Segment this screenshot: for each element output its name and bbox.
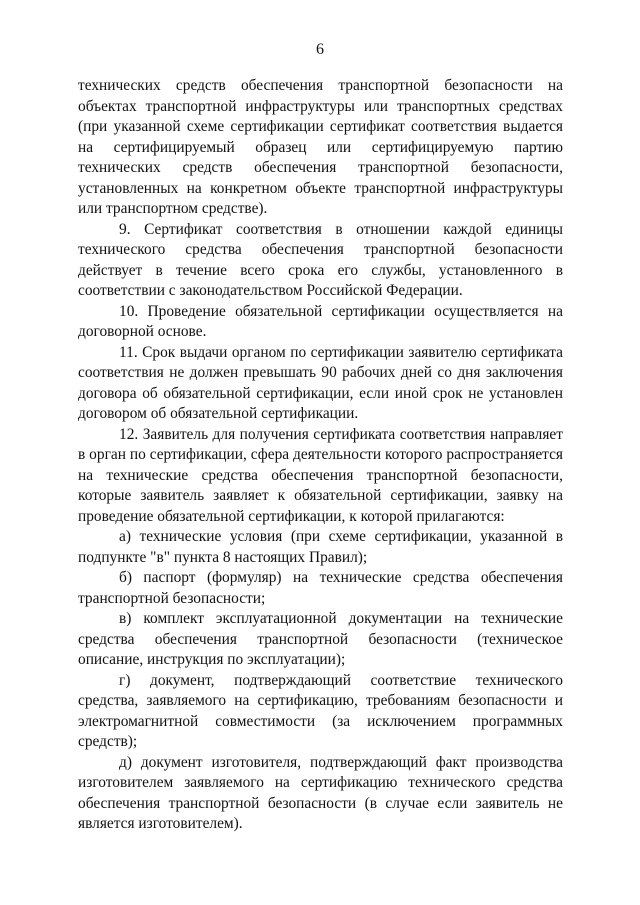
paragraph-item-9: 9. Сертификат соответствия в отношении каждой единицы технического средства обеспечения транспортной безопасности действует в течение всего срока его службы, установленного в соответствии с законодательством Российской Федерации. bbox=[78, 220, 563, 299]
subitem-g: г) документ, подтверждающий соответствие технического средства, заявляемого на сертификацию, требованиям безопасности и электромагнитной совместимости (за исключением программных средств); bbox=[78, 671, 563, 750]
subitem-b: б) паспорт (формуляр) на технические средства обеспечения транспортной безопасности; bbox=[78, 569, 563, 607]
subitem-d: д) документ изготовителя, подтверждающий факт производства изготовителем заявляемого на сертификацию технического средства обеспечения транспортной безопасности (в случае если заявитель не является изготовителем). bbox=[78, 753, 563, 832]
paragraph-item-11: 11. Срок выдачи органом по сертификации заявителю сертификата соответствия не должен превышать 90 рабочих дней со дня заключения договора об обязательной сертификации, если иной срок не установлен договором об обязательной сертификации. bbox=[78, 343, 563, 422]
document-body bbox=[78, 76, 563, 835]
subitem-a: а) технические условия (при схеме сертификации, указанной в подпункте "в" пункта 8 настоящих Правил); bbox=[78, 528, 563, 566]
page-number: 6 bbox=[316, 41, 324, 58]
paragraph-item-12: 12. Заявитель для получения сертификата соответствия направляет в орган по сертификации, сфера деятельности которого распространяется на технические средства обеспечения транспортной безопасности, которые заявитель заявляет к обязательной сертификации, заявку на проведение обязательной сертификации, к которой прилагаются: bbox=[78, 425, 563, 525]
paragraph-continuation: технических средств обеспечения транспортной безопасности на объектах транспортной инфраструктуры или транспортных средствах (при указанной схеме сертификации сертификат соответствия выдается на сертифицируемый образец или сертифицируемую партию технических средств обеспечения транспортной безопасности, установленных на конкретном объекте транспортной инфраструктуры или транспортном средстве). bbox=[78, 77, 563, 217]
paragraph-item-10: 10. Проведение обязательной сертификации осуществляется на договорной основе. bbox=[78, 302, 563, 340]
subitem-v: в) комплект эксплуатационной документации на технические средства обеспечения транспортной безопасности (техническое описание, инструкция по эксплуатации); bbox=[78, 610, 563, 668]
